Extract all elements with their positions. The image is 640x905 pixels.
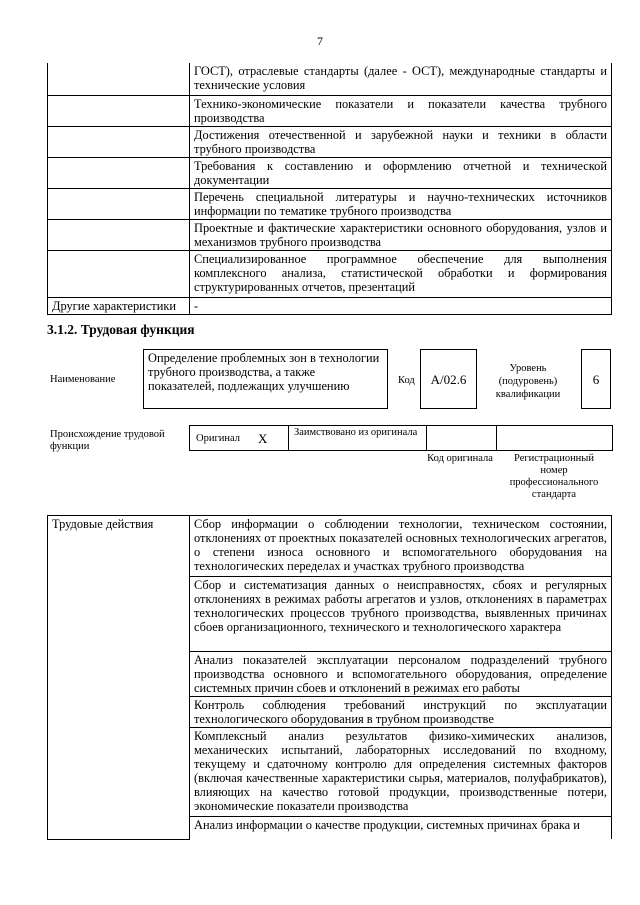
- code-original-caption: Код оригинала: [427, 453, 493, 464]
- function-code-box: А/02.6: [420, 349, 477, 409]
- table-cell-text: Сбор и систематизация данных о неисправностях, сбоях и регулярных отклонениях в режимах работы агрегатов и узлов, отклонениях в параметрах технологических процессов трубного производства, выявленных причинах сбоев организационного, технического и технологического характера: [190, 577, 612, 652]
- table-row: [48, 158, 612, 189]
- level-value-box: 6: [581, 349, 611, 409]
- function-name-box: Определение проблемных зон в технологии трубного производства, а также показателей, подлежащих улучшению: [143, 349, 388, 409]
- borrowed-label: Заимствовано из оригинала: [294, 427, 418, 438]
- name-label: Наименование: [50, 374, 116, 385]
- table-row: [48, 63, 612, 96]
- table-row: [48, 220, 612, 251]
- table-cell-text: Специализированное программное обеспечение для выполнения комплексного анализа, статистической обработки и формирования структурированных отчетов, презентаций: [190, 251, 612, 298]
- table-row: [48, 189, 612, 220]
- table-cell-text: Анализ показателей эксплуатации персоналом подразделений трубного производства основного и вспомогательного оборудования, определение системных причин сбоев и отклонений в режимах его работы: [190, 652, 612, 697]
- table-cell-text: Комплексный анализ результатов физико-химических анализов, механических испытаний, лабораторных исследований по входному, текущему и сдаточному контролю для определения системных факторов (включая качественные характеристики сырья, материалов, полуфабрикатов), влияющих на качество готовой продукции, производственные потери, экономические показатели производства: [190, 728, 612, 817]
- original-mark: X: [258, 431, 268, 446]
- code-label: Код: [398, 375, 415, 386]
- origin-label: Происхождение трудовой функции: [50, 429, 165, 452]
- section-heading: 3.1.2. Трудовая функция: [47, 322, 195, 337]
- table-cell-text: ГОСТ), отраслевые стандарты (далее - ОСТ), международные стандарты и технические условия: [190, 63, 612, 96]
- table-cell-text: Анализ информации о качестве продукции, системных причинах брака и: [190, 817, 612, 840]
- table-row: [48, 298, 612, 315]
- table-row: [48, 251, 612, 298]
- table-row: [48, 127, 612, 158]
- table-row: [48, 516, 612, 577]
- table-row: [48, 96, 612, 127]
- table-cell-text: -: [190, 298, 612, 315]
- labor-actions-table: [47, 515, 612, 840]
- table-cell-text: Проектные и фактические характеристики основного оборудования, узлов и механизмов трубного производства: [190, 220, 612, 251]
- level-label: Уровень (подуровень) квалификации: [495, 363, 561, 400]
- page-number: 7: [317, 34, 323, 48]
- original-label: Оригинал: [196, 433, 240, 444]
- table-cell-text: Перечень специальной литературы и научно-технических источников информации по тематике трубного производства: [190, 189, 612, 220]
- reg-number-caption: Регистрационный номер профессионального стандарта: [509, 453, 599, 500]
- table-cell-text: Контроль соблюдения требований инструкций по эксплуатации технологического оборудования в трубном производстве: [190, 697, 612, 728]
- table-cell-text: Достижения отечественной и зарубежной науки и техники в области трубного производства: [190, 127, 612, 158]
- table-cell-text: Технико-экономические показатели и показатели качества трубного производства: [190, 96, 612, 127]
- origin-box: [189, 425, 613, 451]
- labor-actions-label: Трудовые действия: [48, 516, 190, 840]
- table-cell-text: Сбор информации о соблюдении технологии, техническом состоянии, отклонениях от проектных показателей основных технологических агрегатов, о степени износа основного и вспомогательного оборудования на технологических переделах и участках трубного производства: [190, 516, 612, 577]
- knowledge-table: [47, 63, 612, 315]
- table-cell-text: Требования к составлению и оформлению отчетной и технической документации: [190, 158, 612, 189]
- other-characteristics-label: Другие характеристики: [48, 298, 190, 315]
